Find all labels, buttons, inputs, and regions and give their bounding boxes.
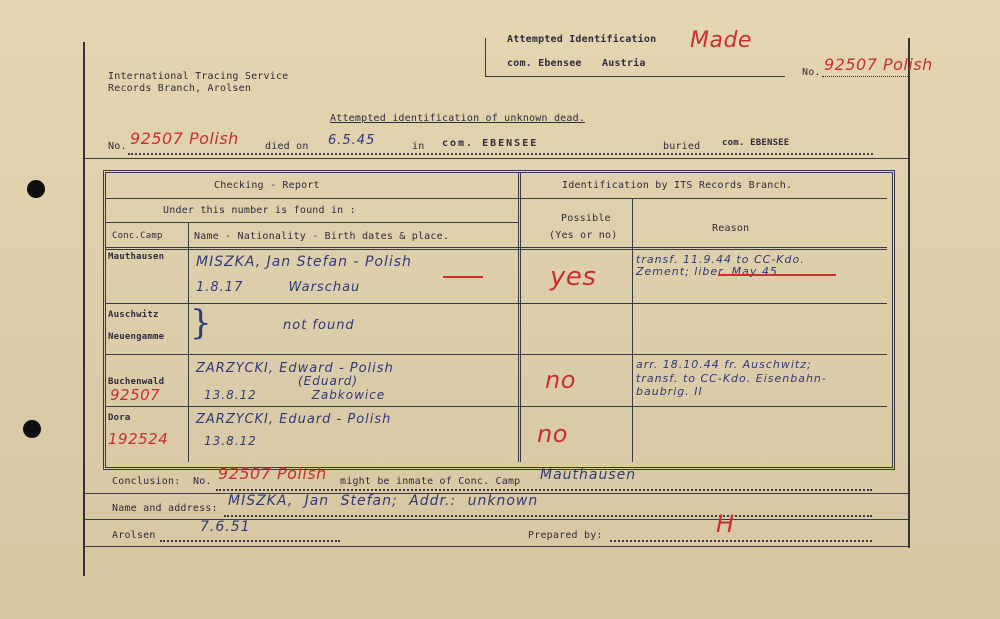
table-line-1 [106,198,887,199]
header-no-label: No. [802,67,821,78]
right-border [908,38,910,548]
row4-camp: Dora [108,413,131,423]
table-divider-possible [632,198,633,462]
arolsen-label: Arolsen [112,530,156,541]
row3-answer: no [545,366,576,394]
row3-reason-2: transf. to CC-Kdo. Eisenbahn- [636,372,827,385]
stamp-location: com. Ebensee [507,58,582,69]
footer-rule [83,546,908,547]
table-line-row1 [106,303,887,304]
stamp-line1: Attempted Identification [507,34,657,45]
row1-polish-underline [443,276,483,278]
row3-name: ZARZYCKI, Edward - Polish [196,361,394,376]
in-value: com. EBENSEE [442,138,539,149]
row3-reason-1: arr. 18.10.44 fr. Auschwitz; [636,358,812,371]
checking-report-header: Checking - Report [214,180,320,191]
row4-answer: no [537,420,568,448]
arolsen-dots [160,540,340,542]
left-border [83,42,85,576]
conclusion-no-value: 92507 Polish [218,464,327,483]
punch-hole-bottom [23,420,41,438]
death-line-dots [128,153,873,155]
row2-camp: Auschwitz [108,310,159,320]
row1-strike [718,274,836,276]
row4-birth: 13.8.12 [204,434,257,448]
name-address-dots [224,515,872,517]
col-name-header: Name - Nationality - Birth dates & place. [194,231,450,242]
stamp-left-line [485,38,486,76]
stamp-bottom-line [485,76,785,77]
buried-label: buried [663,141,701,152]
col-possible-header-1: Possible [561,213,611,224]
died-on-label: died on [265,141,309,152]
stamp-country: Austria [602,58,646,69]
header-no-underline [822,76,908,77]
org-line2: Records Branch, Arolsen [108,83,252,94]
row1-camp: Mauthausen [108,252,165,262]
row4-camp-number: 192524 [108,430,169,448]
in-label: in [412,141,425,152]
table-line-row3 [106,406,887,407]
conclusion-dots [216,489,872,491]
table-divider-camp [188,222,189,462]
row1-birth: 1.8.17 Warschau [196,280,361,295]
row3-reason-3: baubrig. II [636,385,703,398]
buried-value: com. EBENSEE [722,138,790,148]
name-address-label: Name and address: [112,503,218,514]
row1-name: MISZKA, Jan Stefan - Polish [196,254,412,270]
name-address-value: MISZKA, Jan Stefan; Addr.: unknown [228,493,539,509]
header-no-value: 92507 Polish [824,55,933,74]
row3-camp: Buchenwald [108,377,165,387]
death-no-value: 92507 Polish [130,129,239,148]
table-line-2 [106,222,518,223]
org-line1: International Tracing Service [108,71,289,82]
col-reason-header: Reason [712,223,750,234]
found-in-header: Under this number is found in : [163,205,356,216]
died-on-value: 6.5.45 [328,133,376,148]
col-possible-header-2: (Yes or no) [549,230,618,241]
row1-reason-1: transf. 11.9.44 to CC-Kdo. [636,253,805,266]
conclusion-camp: Mauthausen [540,467,637,483]
col-camp-header: Conc.Camp [112,231,163,241]
prepared-by-dots [610,540,872,542]
conclusion-might-be: might be inmate of Conc. Camp [340,476,521,487]
footer-initials: H [716,510,735,538]
conclusion-label: Conclusion: [112,476,181,487]
document-title: Attempted identification of unknown dead. [330,113,586,124]
row3-birth: 13.8.12 Zabkowice [204,388,386,402]
conclusion-no-label: No. [193,476,212,487]
table-line-row2 [106,354,887,355]
row2-not-found: not found [283,318,355,333]
table-divider-main [518,172,521,462]
punch-hole-top [27,180,45,198]
prepared-by-label: Prepared by: [528,530,603,541]
row1-answer: yes [550,262,597,292]
row2-brace: } [190,303,212,343]
footer-date: 7.6.51 [200,519,251,535]
death-no-label: No. [108,141,127,152]
table-line-header [106,247,887,250]
death-line-rule [83,158,908,159]
row3-name-alt: (Eduard) [298,374,359,388]
stamp-made-note: Made [690,28,752,53]
identification-header: Identification by ITS Records Branch. [562,180,793,191]
row4-name: ZARZYCKI, Eduard - Polish [196,412,392,427]
row3-camp-number: 92507 [110,386,161,404]
row1-reason-2: Zement; liber. May 45 [636,265,778,278]
row2-camp2: Neuengamme [108,332,165,342]
